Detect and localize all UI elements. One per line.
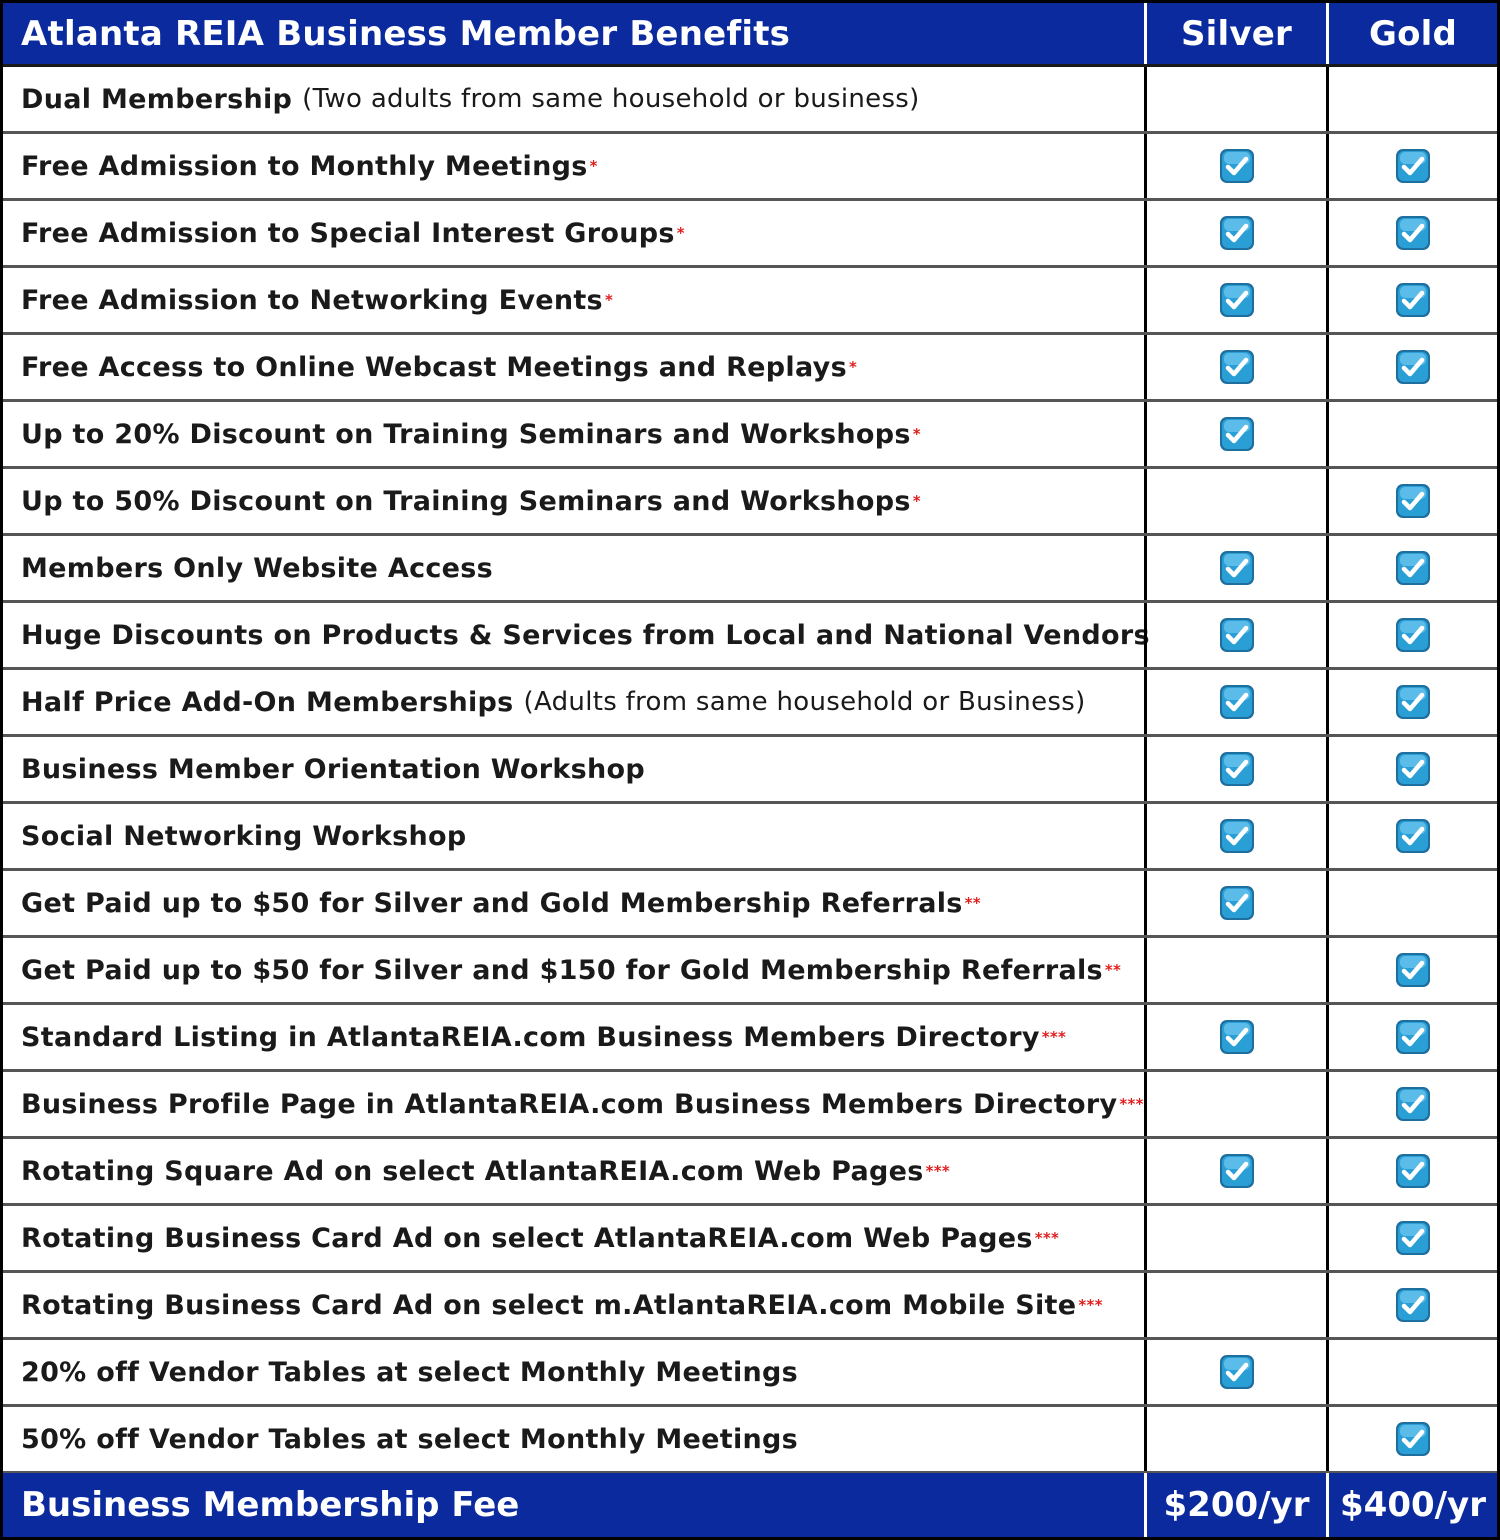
checkbox-checked-icon xyxy=(1395,1421,1431,1457)
table-header xyxy=(3,3,1497,67)
benefit-label: Get Paid up to $50 for Silver and $150 for Gold Membership Referrals xyxy=(21,954,1103,986)
table-row xyxy=(3,737,1497,804)
silver-cell xyxy=(1144,1206,1326,1270)
benefit-label: Standard Listing in AtlantaREIA.com Business Members Directory xyxy=(21,1021,1040,1053)
gold-cell xyxy=(1326,938,1497,1002)
table-row xyxy=(3,1206,1497,1273)
table-row xyxy=(3,335,1497,402)
table-footer xyxy=(3,1473,1497,1537)
benefit-label: Free Admission to Special Interest Groups xyxy=(21,217,675,249)
checkbox-checked-icon xyxy=(1219,550,1255,586)
silver-cell xyxy=(1144,1340,1326,1404)
benefit-cell xyxy=(3,603,1150,667)
silver-cell xyxy=(1144,201,1326,265)
silver-cell xyxy=(1144,1005,1326,1069)
fee-label: Business Membership Fee xyxy=(21,1485,520,1525)
table-row xyxy=(3,1072,1497,1139)
checkbox-checked-icon xyxy=(1395,818,1431,854)
silver-cell xyxy=(1144,402,1326,466)
silver-cell xyxy=(1144,871,1326,935)
footnote-marker: *** xyxy=(1078,1296,1103,1314)
silver-cell xyxy=(1144,1072,1326,1136)
gold-cell xyxy=(1326,1407,1497,1471)
table-row xyxy=(3,1139,1497,1206)
benefit-cell xyxy=(3,402,1144,466)
checkbox-checked-icon xyxy=(1219,1153,1255,1189)
footnote-marker: * xyxy=(676,224,685,242)
table-title: Atlanta REIA Business Member Benefits xyxy=(21,13,791,54)
benefit-label: Business Profile Page in AtlantaREIA.com Business Members Directory xyxy=(21,1088,1118,1120)
gold-cell xyxy=(1326,603,1497,667)
checkbox-checked-icon xyxy=(1395,483,1431,519)
table-row xyxy=(3,536,1497,603)
checkbox-checked-icon xyxy=(1395,349,1431,385)
gold-cell xyxy=(1326,1273,1497,1337)
table-row xyxy=(3,938,1497,1005)
benefit-cell xyxy=(3,67,1144,131)
table-row xyxy=(3,268,1497,335)
checkbox-checked-icon xyxy=(1219,1354,1255,1390)
benefit-cell xyxy=(3,1273,1144,1337)
table-row xyxy=(3,871,1497,938)
benefit-cell xyxy=(3,469,1144,533)
gold-cell xyxy=(1326,1340,1497,1404)
benefit-cell xyxy=(3,1005,1144,1069)
benefit-note: (Two adults from same household or business) xyxy=(302,84,920,114)
benefit-cell xyxy=(3,1072,1144,1136)
benefit-cell xyxy=(3,536,1144,600)
checkbox-checked-icon xyxy=(1219,751,1255,787)
footnote-marker: *** xyxy=(1041,1028,1067,1046)
benefit-label: Half Price Add-On Memberships xyxy=(21,686,514,718)
benefit-label: Free Access to Online Webcast Meetings and Replays xyxy=(21,351,847,383)
footnote-marker: * xyxy=(912,425,921,443)
checkbox-checked-icon xyxy=(1395,550,1431,586)
checkbox-checked-icon xyxy=(1219,885,1255,921)
table-row xyxy=(3,603,1497,670)
silver-cell xyxy=(1144,469,1326,533)
benefit-cell xyxy=(3,1340,1144,1404)
benefit-label: Rotating Business Card Ad on select m.AtlantaREIA.com Mobile Site xyxy=(21,1289,1077,1321)
gold-cell xyxy=(1326,1206,1497,1270)
table-row xyxy=(3,134,1497,201)
benefit-label: Dual Membership xyxy=(21,83,293,115)
table-row xyxy=(3,1340,1497,1407)
silver-cell xyxy=(1144,737,1326,801)
gold-cell xyxy=(1326,469,1497,533)
checkbox-checked-icon xyxy=(1395,1086,1431,1122)
benefit-label: Up to 50% Discount on Training Seminars and Workshops xyxy=(21,485,911,517)
table-row xyxy=(3,469,1497,536)
checkbox-checked-icon xyxy=(1395,952,1431,988)
footnote-marker: ** xyxy=(1104,961,1122,979)
checkbox-checked-icon xyxy=(1395,617,1431,653)
silver-cell xyxy=(1144,938,1326,1002)
benefit-label: Business Member Orientation Workshop xyxy=(21,753,645,785)
benefit-cell xyxy=(3,938,1144,1002)
checkbox-checked-icon xyxy=(1395,1220,1431,1256)
benefit-cell xyxy=(3,201,1144,265)
checkbox-checked-icon xyxy=(1395,1287,1431,1323)
checkbox-checked-icon xyxy=(1219,416,1255,452)
silver-cell xyxy=(1144,268,1326,332)
benefit-label: Get Paid up to $50 for Silver and Gold Membership Referrals xyxy=(21,887,963,919)
silver-cell xyxy=(1144,536,1326,600)
silver-cell xyxy=(1144,670,1326,734)
silver-cell xyxy=(1144,67,1326,131)
checkbox-checked-icon xyxy=(1219,349,1255,385)
gold-column-header: Gold xyxy=(1326,3,1497,64)
silver-cell xyxy=(1144,804,1326,868)
benefit-cell xyxy=(3,1407,1144,1471)
footnote-marker: *** xyxy=(1119,1095,1144,1113)
checkbox-checked-icon xyxy=(1219,617,1255,653)
silver-cell xyxy=(1144,335,1326,399)
table-row xyxy=(3,201,1497,268)
benefit-label: 50% off Vendor Tables at select Monthly Meetings xyxy=(21,1423,799,1455)
silver-column-header: Silver xyxy=(1144,3,1326,64)
silver-cell xyxy=(1144,1139,1326,1203)
table-row xyxy=(3,1273,1497,1340)
footnote-marker: *** xyxy=(925,1162,951,1180)
footnote-marker: * xyxy=(589,157,598,175)
gold-cell xyxy=(1326,335,1497,399)
silver-cell xyxy=(1144,603,1326,667)
benefit-note: (Adults from same household or Business) xyxy=(523,687,1086,717)
silver-cell xyxy=(1144,1273,1326,1337)
gold-cell xyxy=(1326,536,1497,600)
benefit-label: Up to 20% Discount on Training Seminars and Workshops xyxy=(21,418,911,450)
checkbox-checked-icon xyxy=(1395,148,1431,184)
footnote-marker: * xyxy=(912,492,921,510)
gold-cell xyxy=(1326,1139,1497,1203)
gold-fee: $400/yr xyxy=(1326,1473,1497,1537)
benefit-label: Free Admission to Monthly Meetings xyxy=(21,150,588,182)
checkbox-checked-icon xyxy=(1395,215,1431,251)
gold-cell xyxy=(1326,737,1497,801)
benefit-label: Rotating Square Ad on select AtlantaREIA.com Web Pages xyxy=(21,1155,924,1187)
benefit-label: Free Admission to Networking Events xyxy=(21,284,603,316)
checkbox-checked-icon xyxy=(1395,684,1431,720)
table-row xyxy=(3,804,1497,871)
silver-cell xyxy=(1144,1407,1326,1471)
benefit-cell xyxy=(3,1139,1144,1203)
benefit-label: Social Networking Workshop xyxy=(21,820,467,852)
checkbox-checked-icon xyxy=(1219,282,1255,318)
checkbox-checked-icon xyxy=(1395,282,1431,318)
benefit-cell xyxy=(3,737,1144,801)
table-row xyxy=(3,1005,1497,1072)
checkbox-checked-icon xyxy=(1219,684,1255,720)
benefit-cell xyxy=(3,134,1144,198)
benefit-cell xyxy=(3,335,1144,399)
gold-cell xyxy=(1326,201,1497,265)
checkbox-checked-icon xyxy=(1219,818,1255,854)
checkbox-checked-icon xyxy=(1395,1019,1431,1055)
gold-cell xyxy=(1326,804,1497,868)
gold-cell xyxy=(1326,268,1497,332)
footnote-marker: * xyxy=(848,358,858,376)
gold-cell xyxy=(1326,67,1497,131)
checkbox-checked-icon xyxy=(1395,751,1431,787)
gold-cell xyxy=(1326,1005,1497,1069)
checkbox-checked-icon xyxy=(1219,1019,1255,1055)
benefit-label: Rotating Business Card Ad on select AtlantaREIA.com Web Pages xyxy=(21,1222,1033,1254)
benefit-label: Members Only Website Access xyxy=(21,552,494,584)
gold-cell xyxy=(1326,402,1497,466)
table-row xyxy=(3,67,1497,134)
benefit-cell xyxy=(3,804,1144,868)
footnote-marker: ** xyxy=(964,894,981,912)
benefit-label: Huge Discounts on Products & Services from Local and National Vendors xyxy=(21,619,1150,651)
checkbox-checked-icon xyxy=(1395,1153,1431,1189)
gold-cell xyxy=(1326,670,1497,734)
table-row xyxy=(3,1407,1497,1474)
gold-cell xyxy=(1326,134,1497,198)
benefit-cell xyxy=(3,1206,1144,1270)
benefit-cell xyxy=(3,268,1144,332)
gold-cell xyxy=(1326,1072,1497,1136)
checkbox-checked-icon xyxy=(1219,148,1255,184)
gold-cell xyxy=(1326,871,1497,935)
footnote-marker: *** xyxy=(1034,1229,1060,1247)
silver-cell xyxy=(1144,134,1326,198)
silver-fee: $200/yr xyxy=(1144,1473,1326,1537)
benefit-label: 20% off Vendor Tables at select Monthly Meetings xyxy=(21,1356,799,1388)
benefit-cell xyxy=(3,670,1144,734)
checkbox-checked-icon xyxy=(1219,215,1255,251)
table-row xyxy=(3,402,1497,469)
footnote-marker: * xyxy=(604,291,614,309)
benefit-cell xyxy=(3,871,1144,935)
table-row xyxy=(3,670,1497,737)
